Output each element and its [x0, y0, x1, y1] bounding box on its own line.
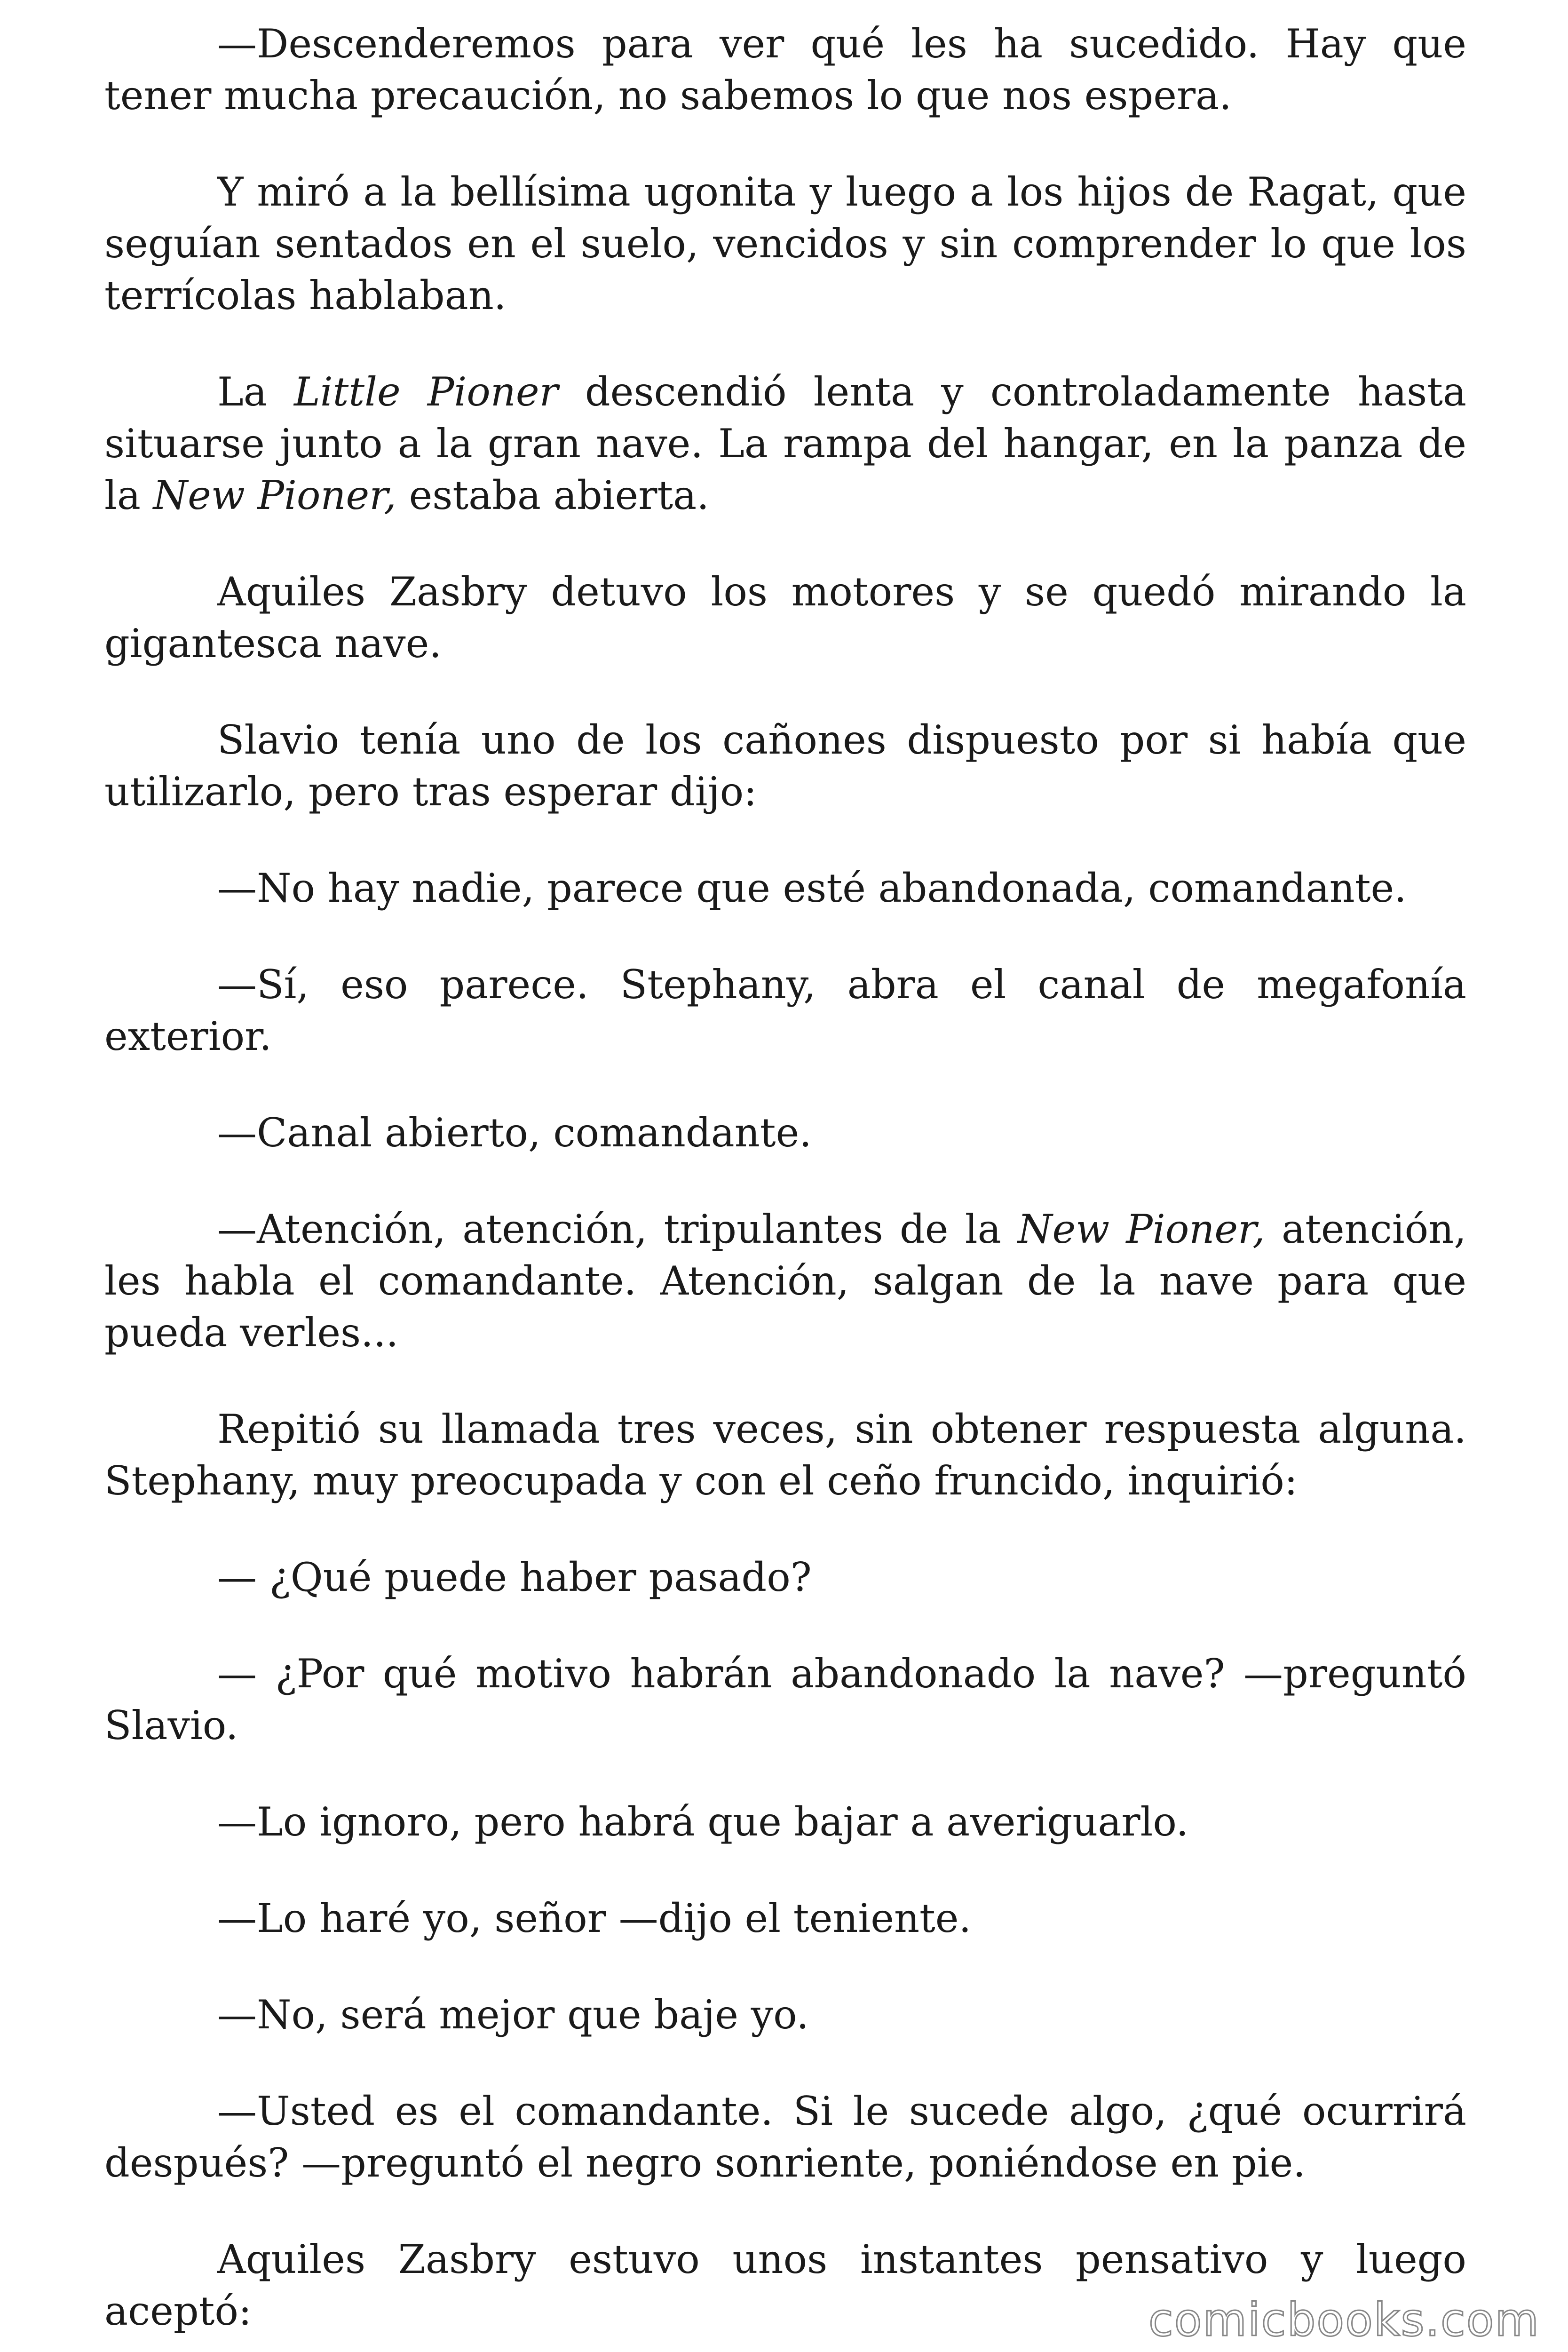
watermark-logo: comicbooks.com: [1148, 2294, 1540, 2346]
text-segment: La: [217, 369, 294, 415]
text-segment: Repitió su llamada tres veces, sin obtener respuesta alguna. Stephany, muy preocupada y con el ceño fruncido, inquirió:: [104, 1406, 1466, 1504]
text-segment: —Lo haré yo, señor —dijo el teniente.: [217, 1895, 972, 1941]
paragraph: [104, 862, 1466, 914]
text-segment: Aquiles Zasbry detuvo los motores y se quedó mirando la gigantesca nave.: [104, 569, 1466, 667]
text-segment: Aquiles Zasbry estuvo unos instantes pensativo y luego aceptó:: [104, 2236, 1466, 2334]
text-segment: — ¿Qué puede haber pasado?: [217, 1554, 812, 1600]
text-segment: atención, les habla el comandante. Atención, salgan de la nave para que pueda verles...: [104, 1206, 1466, 1356]
page-body: [104, 18, 1466, 2352]
text-segment: Y miró a la bellísima ugonita y luego a los hijos de Ragat, que seguían sentados en el suelo, vencidos y sin comprender lo que los terrícolas hablaban.: [104, 169, 1466, 318]
text-segment: —Usted es el comandante. Si le sucede algo, ¿qué ocurrirá después? —preguntó el negro sonriente, poniéndose en pie.: [104, 2088, 1466, 2186]
text-segment: —Lo ignoro, pero habrá que bajar a averiguarlo.: [217, 1799, 1189, 1845]
italic-text: Little Pioner: [293, 369, 558, 415]
italic-text: New Pioner,: [153, 472, 396, 518]
text-segment: —No, será mejor que baje yo.: [217, 1992, 809, 2038]
paragraph: [104, 1648, 1466, 1751]
paragraph: [104, 1551, 1466, 1603]
paragraph: [104, 1107, 1466, 1159]
paragraph: [104, 566, 1466, 669]
italic-text: New Pioner,: [1018, 1206, 1265, 1252]
text-segment: — ¿Por qué motivo habrán abandonado la nave? —preguntó Slavio.: [104, 1651, 1466, 1748]
text-segment: Slavio tenía uno de los cañones dispuesto por si había que utilizarlo, pero tras esperar dijo:: [104, 717, 1466, 815]
text-segment: —Descenderemos para ver qué les ha sucedido. Hay que tener mucha precaución, no sabemos lo que nos espera.: [104, 21, 1466, 119]
paragraph: [104, 2085, 1466, 2189]
text-segment: —No hay nadie, parece que esté abandonada, comandante.: [217, 865, 1407, 911]
paragraph: [104, 1796, 1466, 1848]
text-segment: —Canal abierto, comandante.: [217, 1110, 812, 1156]
paragraph: [104, 1203, 1466, 1359]
paragraph: [104, 1403, 1466, 1507]
text-segment: —Sí, eso parece. Stephany, abra el canal de megafonía exterior.: [104, 961, 1466, 1059]
text-segment: estaba abierta.: [396, 472, 709, 518]
paragraph: [104, 1989, 1466, 2041]
paragraph: [104, 18, 1466, 121]
paragraph: [104, 714, 1466, 818]
text-segment: —Atención, atención, tripulantes de la: [217, 1206, 1018, 1252]
paragraph: [104, 959, 1466, 1062]
text-segment: descendió lenta y controladamente hasta situarse junto a la gran nave. La rampa del hangar, en la panza de la: [104, 369, 1467, 518]
paragraph: [104, 166, 1466, 321]
paragraph: [104, 366, 1466, 521]
paragraph: [104, 1892, 1466, 1944]
